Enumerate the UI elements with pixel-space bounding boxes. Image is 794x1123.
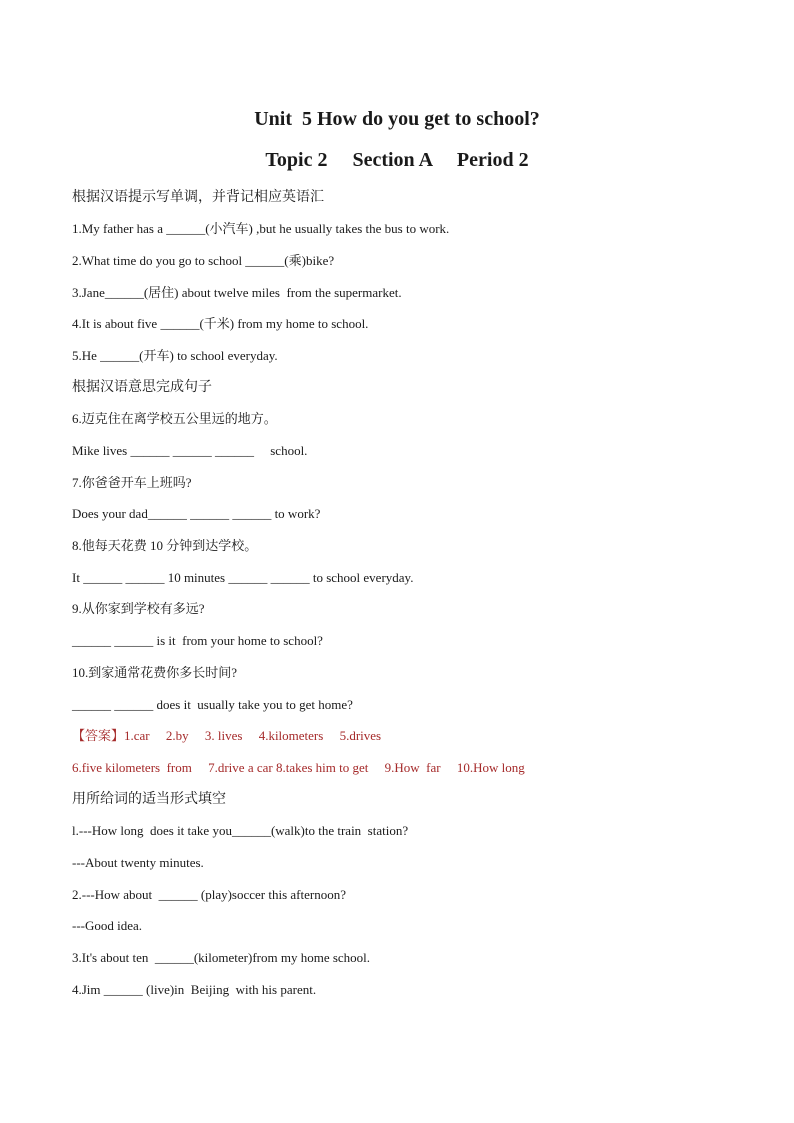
part1-heading: 根据汉语提示写单调，并背记相应英语汇 (72, 189, 324, 205)
exercise-item: l.---How long does it take you______(walk)to the train station? (72, 823, 409, 838)
exercise-prompt: 8.他每天花费 10 分钟到达学校。 (72, 538, 258, 553)
exercise-item: ______ ______ does it usually take you to get home? (72, 697, 353, 712)
exercise-prompt: 9.从你家到学校有多远? (72, 601, 205, 616)
exercise-item: It ______ ______ 10 minutes ______ ______ to school everyday. (72, 570, 414, 585)
exercise-item: ---About twenty minutes. (72, 855, 204, 870)
exercise-item: 4.Jim ______ (live)in Beijing with his parent. (72, 982, 317, 997)
part3-heading: 用所给词的适当形式填空 (72, 791, 226, 807)
answer-label: 【答案】 (72, 729, 125, 744)
exercise-item: 5.He ______(开车) to school everyday. (72, 348, 278, 363)
exercise-item: 3.Jane______(居住) about twelve miles from the supermarket. (72, 285, 402, 300)
exercise-item: 2.What time do you go to school ______(乘)bike? (72, 253, 335, 268)
exercise-item: 1.My father has a ______(小汽车) ,but he usually takes the bus to work. (72, 221, 450, 236)
exercise-item: Does your dad______ ______ ______ to work? (72, 506, 321, 521)
answer-line-2: 6.five kilometers from 7.drive a car 8.takes him to get 9.How far 10.How long (72, 760, 525, 775)
answer-text: 1.car 2.by 3. lives 4.kilometers 5.drives (124, 728, 382, 743)
part2-heading: 根据汉语意思完成句子 (72, 379, 212, 395)
exercise-item: 2.---How about ______ (play)soccer this afternoon? (72, 887, 346, 902)
page-title: Unit 5 How do you get to school? (254, 108, 540, 130)
exercise-prompt: 10.到家通常花费你多长时间? (72, 665, 238, 680)
exercise-item: 4.It is about five ______(千米) from my home to school. (72, 316, 369, 331)
answer-line-1 (72, 728, 772, 745)
exercise-item: ---Good idea. (72, 918, 143, 933)
page-subtitle: Topic 2 Section A Period 2 (265, 149, 529, 171)
exercise-item: Mike lives ______ ______ ______ school. (72, 443, 308, 458)
exercise-item: 3.It's about ten ______(kilometer)from my home school. (72, 950, 371, 965)
exercise-prompt: 7.你爸爸开车上班吗? (72, 475, 192, 490)
exercise-item: ______ ______ is it from your home to school? (72, 633, 323, 648)
exercise-prompt: 6.迈克住在离学校五公里远的地方。 (72, 411, 277, 426)
